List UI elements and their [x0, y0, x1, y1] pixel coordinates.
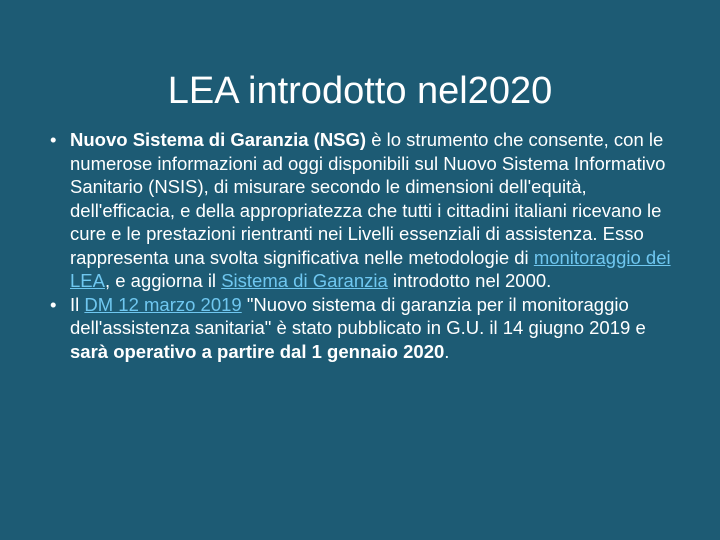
bullet-bold-operativo: sarà operativo a partire dal 1 gennaio 2020	[70, 340, 445, 362]
bullet-text: .	[444, 340, 450, 362]
bullet-text: introdotto nel 2000.	[387, 270, 552, 291]
link-monitoraggio-lea[interactable]: monitoraggio dei LEA	[70, 246, 671, 291]
bullet-text: "Nuovo sistema di garanzia per il monitoraggio dell'assistenza sanitaria" è stato pubblicato in G.U. il 14 giugno 2019 e	[70, 293, 646, 338]
bullet-dot-icon: •	[50, 293, 57, 315]
bullet-text: Il	[70, 293, 85, 315]
bullet-text: , e aggiorna il	[104, 270, 222, 291]
bullet-text: è lo strumento che consente, con le numerose informazioni ad oggi disponibili sul Nuovo Sistema Informativo Sanitario (NSIS), di misurare secondo le dimensioni dell'equità, dell'efficacia, e della appropriatezza che tutti i cittadini italiani ricevano le cure e le prestazioni rientranti nei Livelli essenziali di assistenza. Esso rappresenta una svolta significativa nelle metodologie di	[70, 129, 666, 268]
bullet-item-nsg	[50, 128, 686, 293]
slide-title: LEA introdotto nel2020	[167, 70, 553, 113]
bullet-item-dm	[50, 293, 686, 364]
link-dm-12-marzo-2019[interactable]: DM 12 marzo 2019	[84, 293, 242, 315]
link-sistema-garanzia[interactable]: Sistema di Garanzia	[221, 270, 388, 291]
bullet-lead-bold: Nuovo Sistema di Garanzia (NSG)	[70, 129, 367, 150]
bullet-list	[50, 128, 686, 363]
bullet-dot-icon: •	[50, 129, 57, 150]
